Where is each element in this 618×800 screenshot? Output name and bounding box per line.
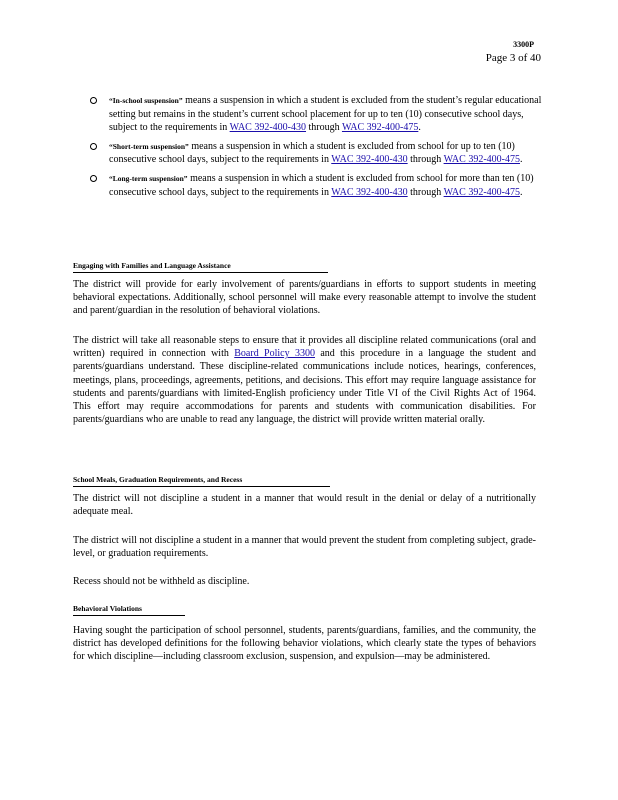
circle-bullet-icon [90, 175, 97, 182]
paragraph-graduation: The district will not discipline a student in a manner that would prevent the student from completing subject, grade-level, or graduation requirements. [73, 535, 536, 560]
policy-code: 3300P [513, 40, 534, 49]
definition-end: . [418, 122, 421, 134]
definition-text: means a suspension in which a student is excluded from school for more than ten (10) consecutive school days, subject to the requirements in [109, 172, 534, 198]
section-heading-school-meals: School Meals, Graduation Requirements, and Recess [73, 475, 330, 487]
paragraph-recess: Recess should not be withheld as discipline. [73, 576, 250, 587]
wac-link[interactable]: WAC 392-400-475 [443, 154, 520, 166]
circle-bullet-icon [90, 143, 97, 150]
definition-text: means a suspension in which a student is excluded from the student’s regular educational setting but remains in the student’s current school placement for up to ten (10) consecutive school days, subject to the requirements in [109, 95, 542, 134]
definition-term: “Long-term suspension” [109, 173, 188, 183]
board-policy-link[interactable]: Board Policy 3300 [234, 348, 315, 360]
definition-connector: through [407, 186, 444, 198]
wac-link[interactable]: WAC 392-400-430 [229, 122, 307, 134]
wac-link[interactable]: WAC 392-400-430 [331, 186, 408, 198]
definition-end: . [519, 186, 523, 198]
definition-term: “Short-term suspension” [109, 141, 189, 151]
paragraph-meals: The district will not discipline a student in a manner that would result in the denial or delay of a nutritionally adequate meal. [73, 493, 536, 518]
definition-term: “In-school suspension” [109, 96, 183, 105]
circle-bullet-icon [90, 97, 97, 104]
paragraph-early-involvement: The district will provide for early involvement of parents/guardians in efforts to support students in meeting behavioral expectations. Additionally, school personnel will make every reasonable attempt to involve the student and parent/guardian in the resolution of behavioral violations. [73, 279, 536, 317]
definition-short-term-suspension [90, 140, 546, 167]
page-number: Page 3 of 40 [485, 52, 541, 64]
paragraph-text: The district will take all reasonable steps to ensure that it provides all discipline related communications (oral and written) required in connection with [73, 335, 536, 360]
definition-list [90, 94, 546, 204]
paragraph-text: and this procedure in a language the student and parents/guardians understand. These discipline-related communications include notices, hearings, conferences, meetings, plans, proceedings, agreements, petitions, and decisions. This effort may require language assistance for students and parents/guardians with limited-English proficiency under Title VI of the Civil Rights Act of 1964. This effort may require accommodations for parents and students with communication disabilities. For parents/guardians who are unable to read any language, the district will provide written material orally. [73, 348, 537, 426]
wac-link[interactable]: WAC 392-400-475 [341, 122, 419, 134]
definition-connector: through [306, 122, 342, 134]
definition-in-school-suspension [90, 94, 546, 135]
paragraph-language-assistance [73, 334, 536, 426]
section-heading-engaging-families: Engaging with Families and Language Assistance [73, 261, 328, 273]
definition-text: means a suspension in which a student is excluded from school for up to ten (10) consecutive school days, subject to the requirements in [109, 140, 515, 166]
paragraph-behavioral-violations: Having sought the participation of school personnel, students, parents/guardians, families, and the community, the district has developed definitions for the following behavior violations, which clearly state the types of behaviors for which discipline—including classroom exclusion, suspension, and expulsion—may be administered. [73, 625, 536, 663]
definition-long-term-suspension [90, 172, 546, 199]
section-heading-behavioral-violations: Behavioral Violations [73, 604, 185, 616]
wac-link[interactable]: WAC 392-400-475 [443, 186, 520, 198]
definition-connector: through [407, 154, 444, 166]
wac-link[interactable]: WAC 392-400-430 [331, 154, 408, 166]
definition-end: . [519, 154, 523, 166]
